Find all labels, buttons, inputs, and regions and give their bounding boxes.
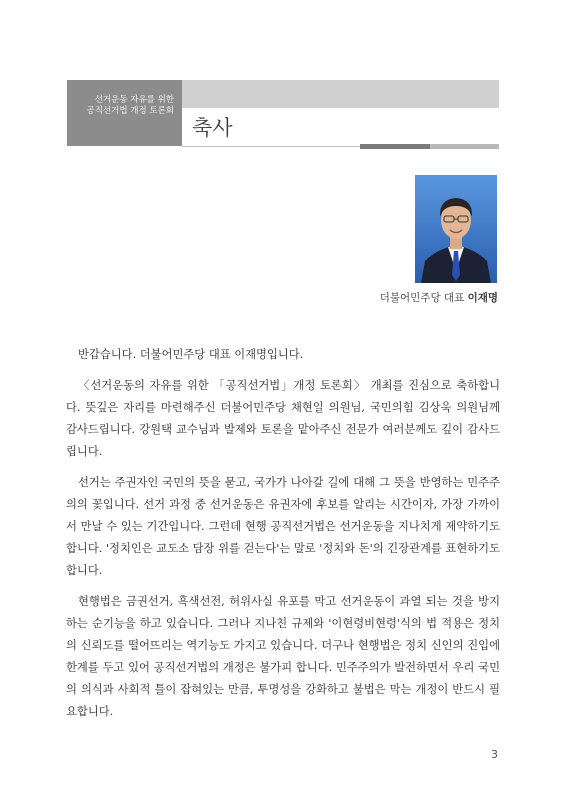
author-portrait [415,175,497,283]
header-dark-block [67,80,182,146]
paragraph: 현행법은 금권선거, 흑색선전, 허위사실 유포를 막고 선거운동이 과열 되는 것을 방지하는 순기능을 하고 있습니다. 그러나 지나친 규제와 '이현령비현령'식의 법 적용은 정치의 신뢰도를 떨어뜨리는 역기능도 가지고 있습니다. 더구나 현행법은 정치 신인의 진입에 한계를 두고 있어 공직선거법의 개정은 불가피 합니다. 민주주의가 발전하면서 우리 국민의 의식과 사회적 틀이 잡혀있는 만큼, 투명성을 강화하고 불법은 막는 개정이 반드시 필요합니다. [66,595,500,718]
paragraph: 반갑습니다. 더불어민주당 대표 이재명입니다. [78,348,304,361]
page-title: 축사 [192,116,233,140]
author-caption [380,290,498,305]
header-light-band [182,80,499,108]
event-subtitle-line2: 공직선거법 개정 토론회 [86,106,174,116]
page-number: 3 [491,748,498,761]
speech-body [66,344,500,723]
author-affiliation: 더불어민주당 대표 [379,292,465,304]
author-name: 이재명 [467,292,498,304]
header-accent-bar-dark [360,144,430,149]
page-header [67,80,499,152]
event-subtitle-line1: 선거운동 자유를 위한 [94,95,174,105]
paragraph: 선거는 주권자인 국민의 뜻을 묻고, 국가가 나아갈 길에 대해 그 뜻을 반영하는 민주주의의 꽃입니다. 선거 과정 중 선거운동은 유권자에 후보를 알리는 시간이자, 가장 가까이서 만날 수 있는 기간입니다. 그런데 현행 공직선거법은 선거운동을 지나치게 제약하기도 합니다. '정치인은 교도소 담장 위를 걷는다'는 말로 '정치와 돈'의 긴장관계를 표현하기도 합니다. [66,476,500,577]
paragraph: 〈선거운동의 자유를 위한 「공직선거법」개정 토론회〉 개최를 진심으로 축하합니다. 뜻깊은 자리를 마련해주신 더불어민주당 채현일 의원님, 국민의힘 김상욱 의원님께 감사드립니다. 강원택 교수님과 발제와 토론을 맡아주신 전문가 여러분께도 깊이 감사드립니다. [66,379,500,458]
header-accent-bar-light [430,144,499,149]
